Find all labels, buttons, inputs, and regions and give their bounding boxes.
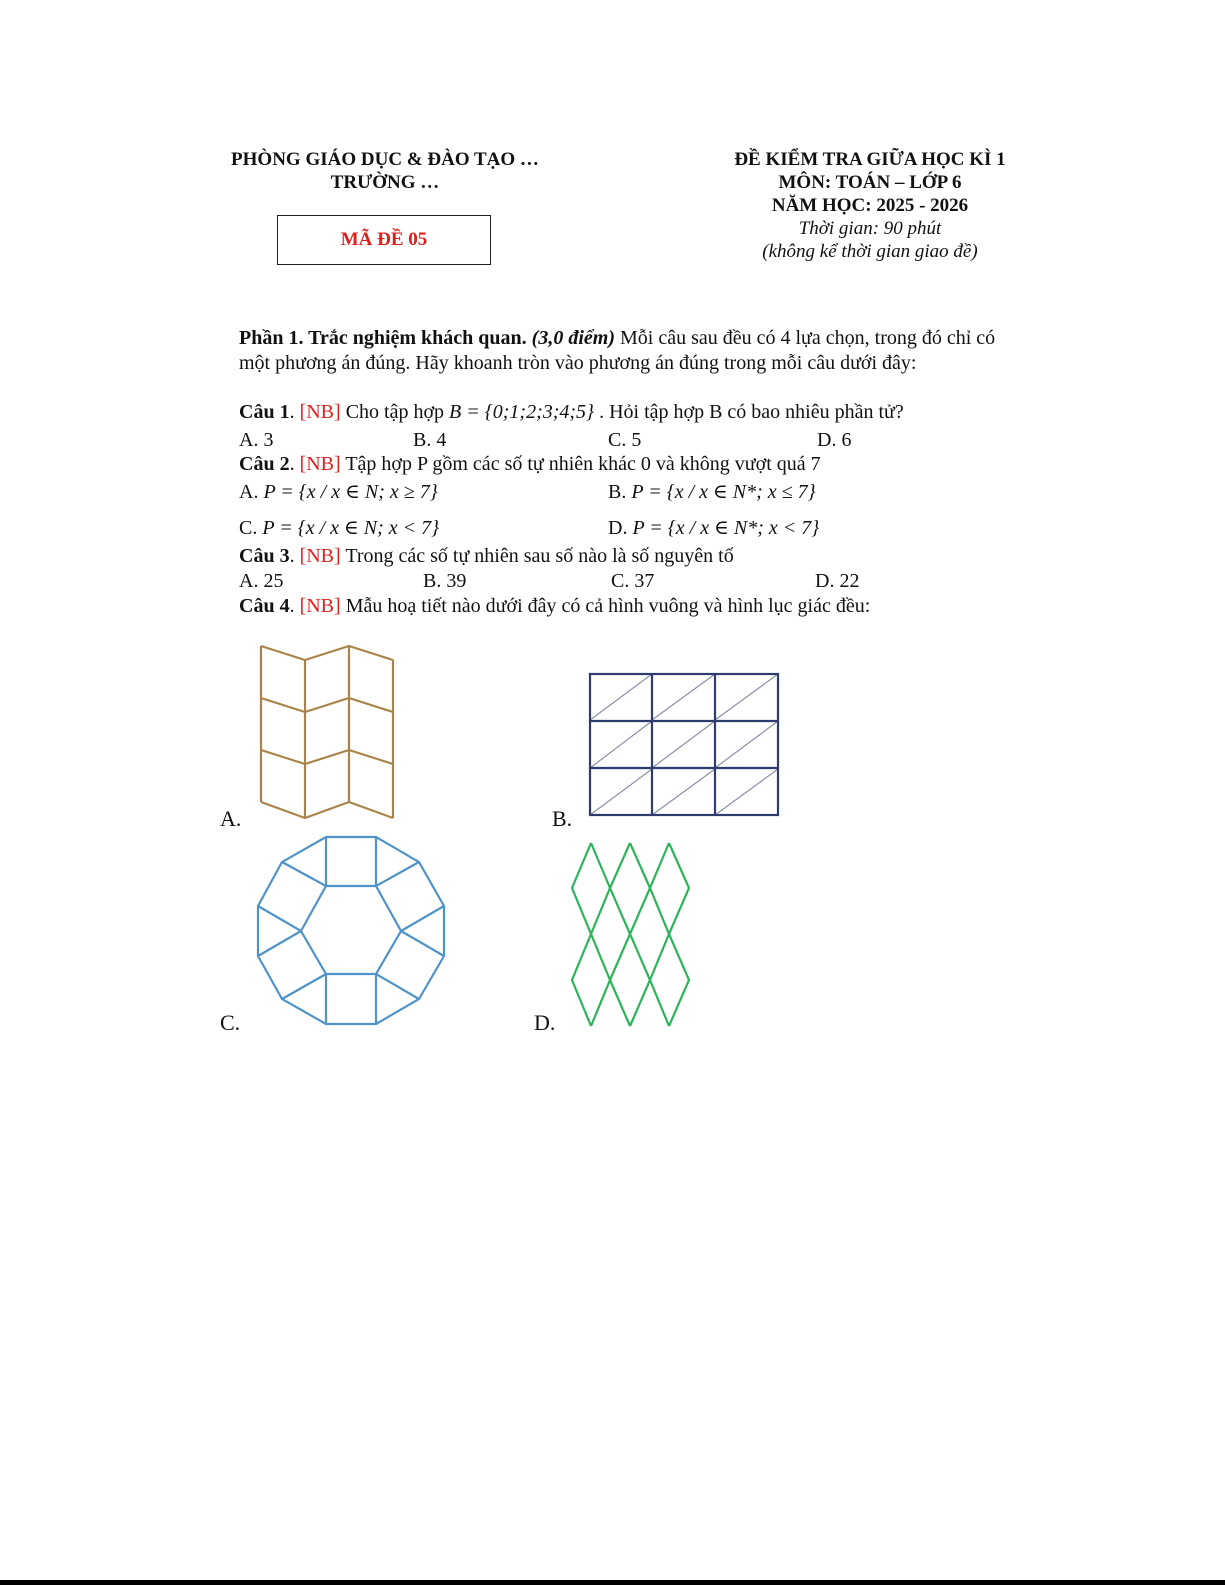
school-year: NĂM HỌC: 2025 - 2026 bbox=[771, 195, 969, 216]
q1-option-b[interactable]: B. 4 bbox=[413, 429, 447, 451]
question-text: Trong các số tự nhiên sau số nào là số nguyên tố bbox=[340, 545, 734, 567]
q3-option-c[interactable]: C. 37 bbox=[611, 570, 655, 592]
question-level: [NB] bbox=[299, 453, 341, 475]
option-math: P = {x / x ∈ N; x ≥ 7} bbox=[263, 481, 438, 503]
question-label: Câu 3 bbox=[239, 545, 290, 567]
option-math: P = {x / x ∈ N; x < 7} bbox=[262, 517, 440, 539]
question-text-after: . Hỏi tập hợp B có bao nhiêu phần tử? bbox=[594, 401, 904, 423]
figure-label-d[interactable]: D. bbox=[534, 1010, 556, 1035]
part1-title: Phần 1. Trắc nghiệm khách quan. bbox=[239, 327, 527, 349]
figure-label-a[interactable]: A. bbox=[220, 806, 242, 831]
q3-option-a[interactable]: A. 25 bbox=[239, 570, 284, 592]
question-level: [NB] bbox=[299, 401, 341, 423]
question-3: Câu 3. [NB] Trong các số tự nhiên sau số nào là số nguyên tố bbox=[239, 545, 734, 567]
q1-option-d[interactable]: D. 6 bbox=[817, 429, 852, 451]
exam-time: Thời gian: 90 phút bbox=[798, 218, 942, 239]
question-text: Tập hợp P gồm các số tự nhiên khác 0 và không vượt quá 7 bbox=[340, 453, 821, 475]
option-math: P = {x / x ∈ N*; x < 7} bbox=[632, 517, 820, 539]
question-level: [NB] bbox=[299, 545, 341, 567]
department-name: PHÒNG GIÁO DỤC & ĐÀO TẠO … bbox=[231, 149, 539, 170]
page-bottom-border bbox=[0, 1580, 1225, 1585]
q1-option-a[interactable]: A. 3 bbox=[239, 429, 274, 451]
figure-label-b[interactable]: B. bbox=[552, 806, 573, 831]
question-2: Câu 2. [NB] Tập hợp P gồm các số tự nhiên khác 0 và không vượt quá 7 bbox=[239, 453, 821, 475]
option-letter: B. bbox=[608, 481, 627, 503]
question-4: Câu 4. [NB] Mẫu hoạ tiết nào dưới đây có cả hình vuông và hình lục giác đều: bbox=[239, 595, 871, 617]
question-text: Cho tập hợp bbox=[340, 401, 450, 423]
option-letter: A. bbox=[239, 481, 259, 503]
question-label: Câu 1 bbox=[239, 401, 290, 423]
question-math: B = {0;1;2;3;4;5} bbox=[449, 401, 595, 423]
q1-option-c[interactable]: C. 5 bbox=[608, 429, 642, 451]
question-label: Câu 2 bbox=[239, 453, 290, 475]
question-1: Câu 1. [NB] Cho tập hợp B = {0;1;2;3;4;5} . Hỏi tập hợp B có bao nhiêu phần tử? bbox=[239, 401, 904, 423]
figure-d-lines bbox=[572, 843, 689, 1026]
subject: MÔN: TOÁN – LỚP 6 bbox=[778, 172, 962, 193]
figure-label-c[interactable]: C. bbox=[220, 1010, 241, 1035]
exam-code: MÃ ĐỀ 05 bbox=[340, 229, 428, 250]
option-letter: C. bbox=[239, 517, 258, 539]
question-level: [NB] bbox=[299, 595, 341, 617]
q3-option-d[interactable]: D. 22 bbox=[815, 570, 860, 592]
q3-option-b[interactable]: B. 39 bbox=[423, 570, 467, 592]
question-label: Câu 4 bbox=[239, 595, 290, 617]
option-letter: D. bbox=[608, 517, 628, 539]
part1-instruction: Mỗi câu sau đều có 4 lựa chọn, trong đó chỉ có một phương án đúng. Hãy khoanh tròn vào phương án đúng trong mỗi câu dưới đây: bbox=[239, 327, 996, 374]
exam-note: (không kể thời gian giao đề) bbox=[762, 241, 978, 262]
option-math: P = {x / x ∈ N*; x ≤ 7} bbox=[631, 481, 816, 503]
exam-title: ĐỀ KIỂM TRA GIỮA HỌC KÌ 1 bbox=[734, 149, 1006, 170]
school-name: TRƯỜNG … bbox=[330, 172, 440, 193]
part1-points: (3,0 điểm) bbox=[531, 327, 615, 349]
question-text: Mẫu hoạ tiết nào dưới đây có cả hình vuông và hình lục giác đều: bbox=[340, 595, 871, 617]
